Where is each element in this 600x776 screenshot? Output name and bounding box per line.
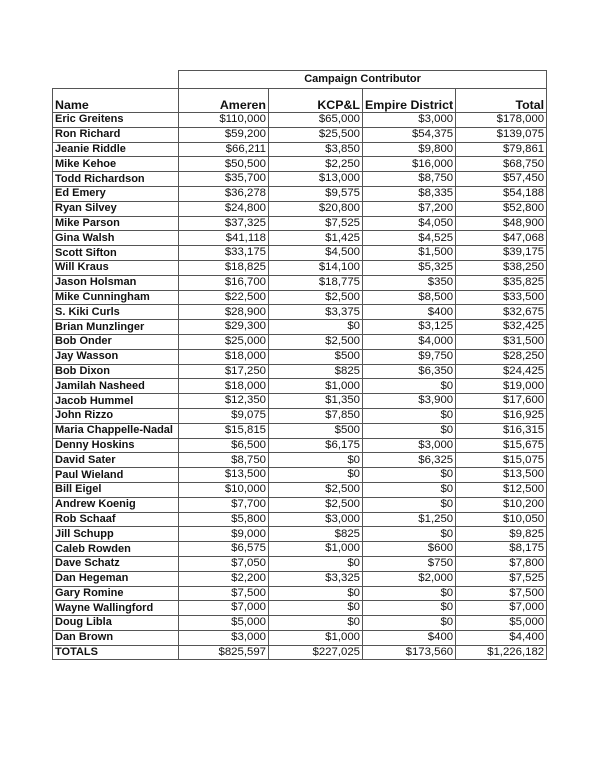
cell-kcpl: $3,325: [269, 571, 363, 586]
table-row: [53, 260, 547, 275]
cell-total: $7,000: [456, 601, 547, 616]
cell-total: $31,500: [456, 334, 547, 349]
table-row: [53, 468, 547, 483]
cell-name: Jason Holsman: [53, 275, 179, 290]
cell-empire-district: $400: [363, 630, 456, 645]
cell-ameren: $6,500: [179, 438, 269, 453]
cell-empire-district: $600: [363, 542, 456, 557]
cell-ameren: $7,700: [179, 497, 269, 512]
cell-name: Scott Sifton: [53, 246, 179, 261]
table-row: [53, 246, 547, 261]
cell-name: Todd Richardson: [53, 172, 179, 187]
cell-empire-district: $0: [363, 601, 456, 616]
cell-empire-district: $0: [363, 468, 456, 483]
cell-ameren: $9,075: [179, 408, 269, 423]
cell-total: $15,675: [456, 438, 547, 453]
table-row: [53, 364, 547, 379]
cell-empire-district: $16,000: [363, 157, 456, 172]
cell-ameren: $33,175: [179, 246, 269, 261]
cell-empire-district: $350: [363, 275, 456, 290]
table-row: [53, 616, 547, 631]
cell-ameren: $3,000: [179, 630, 269, 645]
cell-ameren: $66,211: [179, 142, 269, 157]
cell-empire-district: $3,900: [363, 394, 456, 409]
totals-ameren: $825,597: [179, 645, 269, 660]
cell-ameren: $25,000: [179, 334, 269, 349]
cell-ameren: $37,325: [179, 216, 269, 231]
cell-ameren: $5,000: [179, 616, 269, 631]
cell-ameren: $7,000: [179, 601, 269, 616]
cell-ameren: $59,200: [179, 127, 269, 142]
cell-name: Jill Schupp: [53, 527, 179, 542]
table-row: [53, 586, 547, 601]
table-row: [53, 216, 547, 231]
cell-total: $7,500: [456, 586, 547, 601]
column-header-name: Name: [53, 89, 179, 113]
cell-name: Dan Hegeman: [53, 571, 179, 586]
cell-kcpl: $4,500: [269, 246, 363, 261]
cell-total: $12,500: [456, 482, 547, 497]
cell-total: $39,175: [456, 246, 547, 261]
table-row: [53, 320, 547, 335]
cell-total: $28,250: [456, 349, 547, 364]
cell-name: Bob Onder: [53, 334, 179, 349]
cell-kcpl: $3,375: [269, 305, 363, 320]
cell-total: $52,800: [456, 201, 547, 216]
cell-name: Bill Eigel: [53, 482, 179, 497]
cell-name: Denny Hoskins: [53, 438, 179, 453]
cell-empire-district: $4,525: [363, 231, 456, 246]
totals-label: TOTALS: [53, 645, 179, 660]
cell-kcpl: $18,775: [269, 275, 363, 290]
cell-name: Andrew Koenig: [53, 497, 179, 512]
cell-ameren: $18,000: [179, 379, 269, 394]
cell-total: $178,000: [456, 113, 547, 128]
column-header-row: [53, 89, 547, 113]
cell-total: $32,425: [456, 320, 547, 335]
cell-empire-district: $0: [363, 482, 456, 497]
cell-total: $68,750: [456, 157, 547, 172]
cell-kcpl: $0: [269, 556, 363, 571]
cell-kcpl: $1,350: [269, 394, 363, 409]
cell-name: Mike Kehoe: [53, 157, 179, 172]
cell-name: Rob Schaaf: [53, 512, 179, 527]
column-header-total: Total: [456, 89, 547, 113]
totals-total: $1,226,182: [456, 645, 547, 660]
cell-ameren: $8,750: [179, 453, 269, 468]
cell-total: $10,050: [456, 512, 547, 527]
cell-empire-district: $750: [363, 556, 456, 571]
cell-kcpl: $500: [269, 423, 363, 438]
table-body: [53, 113, 547, 646]
cell-ameren: $12,350: [179, 394, 269, 409]
cell-kcpl: $0: [269, 320, 363, 335]
cell-kcpl: $25,500: [269, 127, 363, 142]
cell-kcpl: $3,850: [269, 142, 363, 157]
cell-name: John Rizzo: [53, 408, 179, 423]
cell-total: $4,400: [456, 630, 547, 645]
cell-empire-district: $2,000: [363, 571, 456, 586]
cell-name: Ryan Silvey: [53, 201, 179, 216]
cell-kcpl: $0: [269, 601, 363, 616]
cell-name: Ron Richard: [53, 127, 179, 142]
cell-ameren: $41,118: [179, 231, 269, 246]
cell-ameren: $24,800: [179, 201, 269, 216]
cell-name: Maria Chappelle-Nadal: [53, 423, 179, 438]
cell-total: $57,450: [456, 172, 547, 187]
cell-ameren: $10,000: [179, 482, 269, 497]
column-header-ameren: Ameren: [179, 89, 269, 113]
table-row: [53, 142, 547, 157]
cell-total: $9,825: [456, 527, 547, 542]
table-row: [53, 423, 547, 438]
cell-ameren: $16,700: [179, 275, 269, 290]
table-row: [53, 394, 547, 409]
table-row: [53, 349, 547, 364]
cell-empire-district: $5,325: [363, 260, 456, 275]
cell-ameren: $13,500: [179, 468, 269, 483]
cell-kcpl: $1,425: [269, 231, 363, 246]
cell-total: $16,315: [456, 423, 547, 438]
cell-ameren: $7,500: [179, 586, 269, 601]
cell-empire-district: $8,750: [363, 172, 456, 187]
cell-empire-district: $3,125: [363, 320, 456, 335]
cell-empire-district: $400: [363, 305, 456, 320]
cell-ameren: $36,278: [179, 186, 269, 201]
campaign-contributor-header: Campaign Contributor: [179, 71, 547, 89]
cell-name: S. Kiki Curls: [53, 305, 179, 320]
cell-total: $54,188: [456, 186, 547, 201]
table-row: [53, 186, 547, 201]
cell-kcpl: $500: [269, 349, 363, 364]
table-row: [53, 334, 547, 349]
cell-empire-district: $6,325: [363, 453, 456, 468]
cell-total: $7,525: [456, 571, 547, 586]
cell-name: Jacob Hummel: [53, 394, 179, 409]
table-row: [53, 630, 547, 645]
table-row: [53, 527, 547, 542]
cell-name: Wayne Wallingford: [53, 601, 179, 616]
cell-empire-district: $9,750: [363, 349, 456, 364]
cell-name: Jay Wasson: [53, 349, 179, 364]
table-row: [53, 127, 547, 142]
table-row: [53, 556, 547, 571]
table-row: [53, 438, 547, 453]
cell-name: Brian Munzlinger: [53, 320, 179, 335]
cell-kcpl: $6,175: [269, 438, 363, 453]
table-row: [53, 601, 547, 616]
column-header-kcpl: KCP&L: [269, 89, 363, 113]
cell-ameren: $18,825: [179, 260, 269, 275]
cell-ameren: $17,250: [179, 364, 269, 379]
cell-total: $13,500: [456, 468, 547, 483]
cell-empire-district: $7,200: [363, 201, 456, 216]
table-row: [53, 157, 547, 172]
cell-total: $5,000: [456, 616, 547, 631]
table-row: [53, 497, 547, 512]
table-row: [53, 113, 547, 128]
cell-empire-district: $4,000: [363, 334, 456, 349]
cell-kcpl: $2,500: [269, 497, 363, 512]
table-row: [53, 482, 547, 497]
cell-empire-district: $0: [363, 616, 456, 631]
table-row: [53, 453, 547, 468]
cell-total: $15,075: [456, 453, 547, 468]
cell-name: Mike Parson: [53, 216, 179, 231]
cell-name: Jamilah Nasheed: [53, 379, 179, 394]
table-row: [53, 172, 547, 187]
cell-total: $7,800: [456, 556, 547, 571]
cell-name: Eric Greitens: [53, 113, 179, 128]
cell-total: $10,200: [456, 497, 547, 512]
cell-empire-district: $0: [363, 423, 456, 438]
table-row: [53, 231, 547, 246]
cell-ameren: $2,200: [179, 571, 269, 586]
cell-kcpl: $2,500: [269, 334, 363, 349]
cell-ameren: $50,500: [179, 157, 269, 172]
cell-name: Jeanie Riddle: [53, 142, 179, 157]
cell-name: Gary Romine: [53, 586, 179, 601]
cell-kcpl: $1,000: [269, 630, 363, 645]
cell-kcpl: $1,000: [269, 379, 363, 394]
cell-name: Will Kraus: [53, 260, 179, 275]
table-row: [53, 201, 547, 216]
cell-name: Ed Emery: [53, 186, 179, 201]
cell-total: $33,500: [456, 290, 547, 305]
cell-empire-district: $1,500: [363, 246, 456, 261]
cell-ameren: $29,300: [179, 320, 269, 335]
cell-kcpl: $7,525: [269, 216, 363, 231]
cell-kcpl: $1,000: [269, 542, 363, 557]
cell-kcpl: $7,850: [269, 408, 363, 423]
cell-kcpl: $0: [269, 616, 363, 631]
cell-empire-district: $54,375: [363, 127, 456, 142]
cell-name: Gina Walsh: [53, 231, 179, 246]
group-header-row: [53, 71, 547, 89]
cell-empire-district: $4,050: [363, 216, 456, 231]
cell-name: Dan Brown: [53, 630, 179, 645]
cell-kcpl: $65,000: [269, 113, 363, 128]
cell-ameren: $7,050: [179, 556, 269, 571]
cell-kcpl: $2,500: [269, 482, 363, 497]
cell-kcpl: $2,250: [269, 157, 363, 172]
cell-total: $38,250: [456, 260, 547, 275]
cell-total: $17,600: [456, 394, 547, 409]
cell-name: Mike Cunningham: [53, 290, 179, 305]
cell-kcpl: $13,000: [269, 172, 363, 187]
cell-empire-district: $9,800: [363, 142, 456, 157]
cell-total: $79,861: [456, 142, 547, 157]
table-row: [53, 275, 547, 290]
cell-kcpl: $9,575: [269, 186, 363, 201]
table-row: [53, 571, 547, 586]
cell-empire-district: $0: [363, 408, 456, 423]
totals-row: [53, 645, 547, 660]
cell-ameren: $9,000: [179, 527, 269, 542]
cell-empire-district: $6,350: [363, 364, 456, 379]
cell-ameren: $110,000: [179, 113, 269, 128]
cell-total: $48,900: [456, 216, 547, 231]
cell-name: Dave Schatz: [53, 556, 179, 571]
cell-kcpl: $0: [269, 586, 363, 601]
cell-empire-district: $0: [363, 497, 456, 512]
cell-ameren: $28,900: [179, 305, 269, 320]
cell-name: David Sater: [53, 453, 179, 468]
cell-total: $35,825: [456, 275, 547, 290]
cell-total: $16,925: [456, 408, 547, 423]
cell-kcpl: $2,500: [269, 290, 363, 305]
cell-kcpl: $3,000: [269, 512, 363, 527]
campaign-contributions-table: [52, 70, 547, 660]
table-row: [53, 408, 547, 423]
cell-kcpl: $825: [269, 527, 363, 542]
cell-ameren: $5,800: [179, 512, 269, 527]
table-row: [53, 542, 547, 557]
cell-empire-district: $1,250: [363, 512, 456, 527]
cell-ameren: $6,575: [179, 542, 269, 557]
cell-kcpl: $0: [269, 468, 363, 483]
cell-ameren: $15,815: [179, 423, 269, 438]
table-row: [53, 512, 547, 527]
cell-ameren: $35,700: [179, 172, 269, 187]
cell-kcpl: $14,100: [269, 260, 363, 275]
cell-empire-district: $8,335: [363, 186, 456, 201]
cell-total: $32,675: [456, 305, 547, 320]
cell-total: $47,068: [456, 231, 547, 246]
cell-empire-district: $0: [363, 379, 456, 394]
cell-ameren: $22,500: [179, 290, 269, 305]
cell-total: $8,175: [456, 542, 547, 557]
cell-kcpl: $20,800: [269, 201, 363, 216]
cell-name: Bob Dixon: [53, 364, 179, 379]
cell-empire-district: $0: [363, 527, 456, 542]
cell-empire-district: $8,500: [363, 290, 456, 305]
cell-name: Paul Wieland: [53, 468, 179, 483]
cell-total: $24,425: [456, 364, 547, 379]
totals-empire-district: $173,560: [363, 645, 456, 660]
cell-empire-district: $0: [363, 586, 456, 601]
blank-corner-cell: [53, 71, 179, 89]
cell-total: $19,000: [456, 379, 547, 394]
cell-name: Doug Libla: [53, 616, 179, 631]
table-row: [53, 379, 547, 394]
cell-name: Caleb Rowden: [53, 542, 179, 557]
cell-kcpl: $0: [269, 453, 363, 468]
table-row: [53, 290, 547, 305]
column-header-empire-district: Empire District: [363, 89, 456, 113]
table-row: [53, 305, 547, 320]
cell-empire-district: $3,000: [363, 113, 456, 128]
cell-kcpl: $825: [269, 364, 363, 379]
cell-ameren: $18,000: [179, 349, 269, 364]
totals-kcpl: $227,025: [269, 645, 363, 660]
cell-total: $139,075: [456, 127, 547, 142]
cell-empire-district: $3,000: [363, 438, 456, 453]
